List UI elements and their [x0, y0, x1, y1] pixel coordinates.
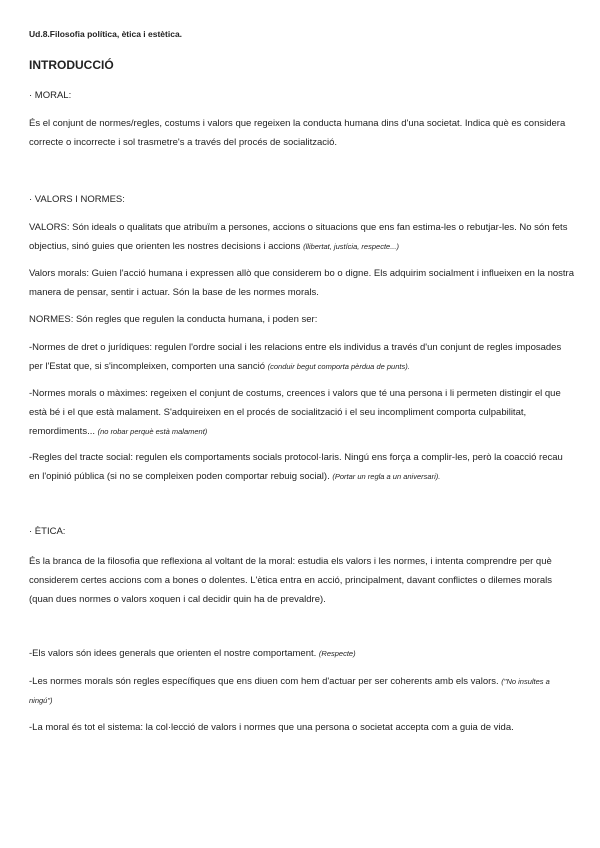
moral-paragraph: És el conjunt de normes/regles, costums i valors que regeixen la conducta humana dins d'una societat. Indica què es considera correcte o incorrecte i sol trasmetre's a través del procés de socialització. — [29, 118, 566, 148]
normes-dret-paragraph — [29, 338, 574, 376]
summary-moral-paragraph: -La moral és tot el sistema: la col·lecció de valors i normes que una persona o societat accepta com a guia de vida. — [29, 722, 514, 733]
summary-normes-text: -Les normes morals són regles específiques que ens diuen com hem d'actuar per ser coherents amb els valors. — [29, 676, 499, 687]
etica-paragraph: És la branca de la filosofia que reflexiona al voltant de la moral: estudia els valors i les normes, i intenta comprendre per què considerem certes accions com a bones o dolentes. L'ètica entra en acció, principalment, davant conflictes o dilemes morals (quan dues normes o valors xoquen i cal decidir quin ha de prevaldre). — [29, 556, 552, 605]
page-title: INTRODUCCIÓ — [29, 58, 114, 72]
normes-intro-paragraph: NORMES: Són regles que regulen la conducta humana, i poden ser: — [29, 314, 318, 325]
valors-note: (llibertat, justícia, respecte...) — [303, 242, 399, 251]
summary-valors-text: -Els valors són idees generals que orienten el nostre comportament. — [29, 648, 317, 659]
document-header: Ud.8.Filosofia política, ètica i estètica. — [29, 29, 183, 39]
valors-text: VALORS: Són ideals o qualitats que atribuïm a persones, accions o situacions que ens fan estima-les o rebutjar-les. No són fets objectius, sinó guies que orienten les nostres decisions i accions — [29, 222, 568, 252]
regles-tracte-text: -Regles del tracte social: regulen els comportaments socials protocol·laris. Ningú ens força a complir-les, però la coacció recau en l'opinió pública (si no se compleixen poden comportar rebuig social). — [29, 452, 563, 482]
summary-valors-note: (Respecte) — [318, 649, 356, 658]
valors-paragraph — [29, 218, 574, 256]
summary-normes-paragraph — [29, 672, 574, 710]
valors-morals-paragraph: Valors morals: Guien l'acció humana i expressen allò que considerem bo o digne. Els adquirim socialment i influeixen en la nostra manera de pensar, sentir i actuar. Són la base de les normes morals. — [29, 268, 575, 298]
normes-dret-text: -Normes de dret o jurídiques: regulen l'ordre social i les relacions entre els individus a través d'un conjunt de regles imposades per l'Estat que, si s'incompleixen, comporten una sanció — [29, 342, 562, 372]
regles-tracte-paragraph — [29, 448, 574, 486]
summary-normes-note: ("No insultes a ningú") — [29, 677, 550, 705]
normes-morals-paragraph — [29, 384, 574, 441]
section-heading-valors-normes: · VALORS I NORMES: — [29, 194, 125, 205]
regles-tracte-note: (Portar un regla a un aniversari). — [332, 472, 441, 481]
normes-morals-text: -Normes morals o màximes: regeixen el conjunt de costums, creences i valors que té una persona i li permeten distingir el que està bé i el que està malament. S'adquireixen en el procés de socialització i el seu incompliment comporta culpabilitat, remordiments... — [29, 388, 561, 437]
normes-dret-note: (conduir begut comporta pèrdua de punts). — [267, 362, 410, 371]
summary-valors-paragraph — [29, 644, 574, 663]
section-heading-moral: · MORAL: — [29, 90, 72, 101]
section-heading-etica: · ÈTICA: — [29, 526, 66, 537]
normes-morals-note: (no robar perquè està malament) — [97, 427, 208, 436]
